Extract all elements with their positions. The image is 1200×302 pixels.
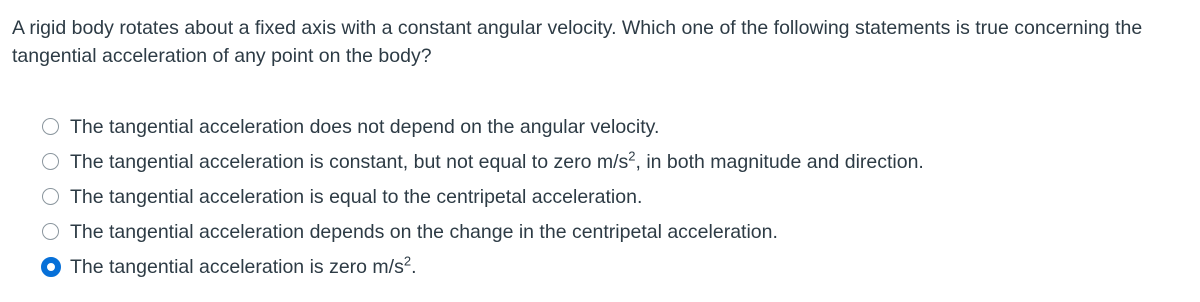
answer-option-1[interactable] bbox=[42, 109, 924, 144]
answer-label-5[interactable]: The tangential acceleration is zero $m/s^2$. bbox=[70, 253, 417, 278]
superscript: 2 bbox=[628, 148, 636, 163]
radio-button-2[interactable] bbox=[42, 153, 59, 170]
answer-label-2[interactable]: The tangential acceleration is constant, but not equal to zero $m/s^2$, in both magnitude and direction. bbox=[70, 148, 924, 173]
radio-button-4[interactable] bbox=[42, 223, 59, 240]
question-text: A rigid body rotates about a fixed axis with a constant angular velocity. Which one of the following statements is true concerning the tangential acceleration of any point on the body? bbox=[12, 17, 1143, 67]
answer-label-1[interactable]: The tangential acceleration does not depend on the angular velocity. bbox=[70, 115, 660, 138]
answer-option-2[interactable] bbox=[42, 144, 924, 179]
answer-option-4[interactable] bbox=[42, 214, 924, 249]
answer-label-3[interactable]: The tangential acceleration is equal to the centripetal acceleration. bbox=[70, 185, 643, 208]
answer-label-4[interactable]: The tangential acceleration depends on the change in the centripetal acceleration. bbox=[70, 220, 778, 243]
radio-button-1[interactable] bbox=[42, 118, 59, 135]
answer-option-3[interactable] bbox=[42, 179, 924, 214]
radio-button-5-selected[interactable] bbox=[41, 257, 61, 277]
answer-list bbox=[42, 109, 924, 284]
answer-option-5[interactable] bbox=[42, 249, 924, 284]
superscript: 2 bbox=[403, 253, 412, 268]
radio-button-3[interactable] bbox=[42, 188, 59, 205]
